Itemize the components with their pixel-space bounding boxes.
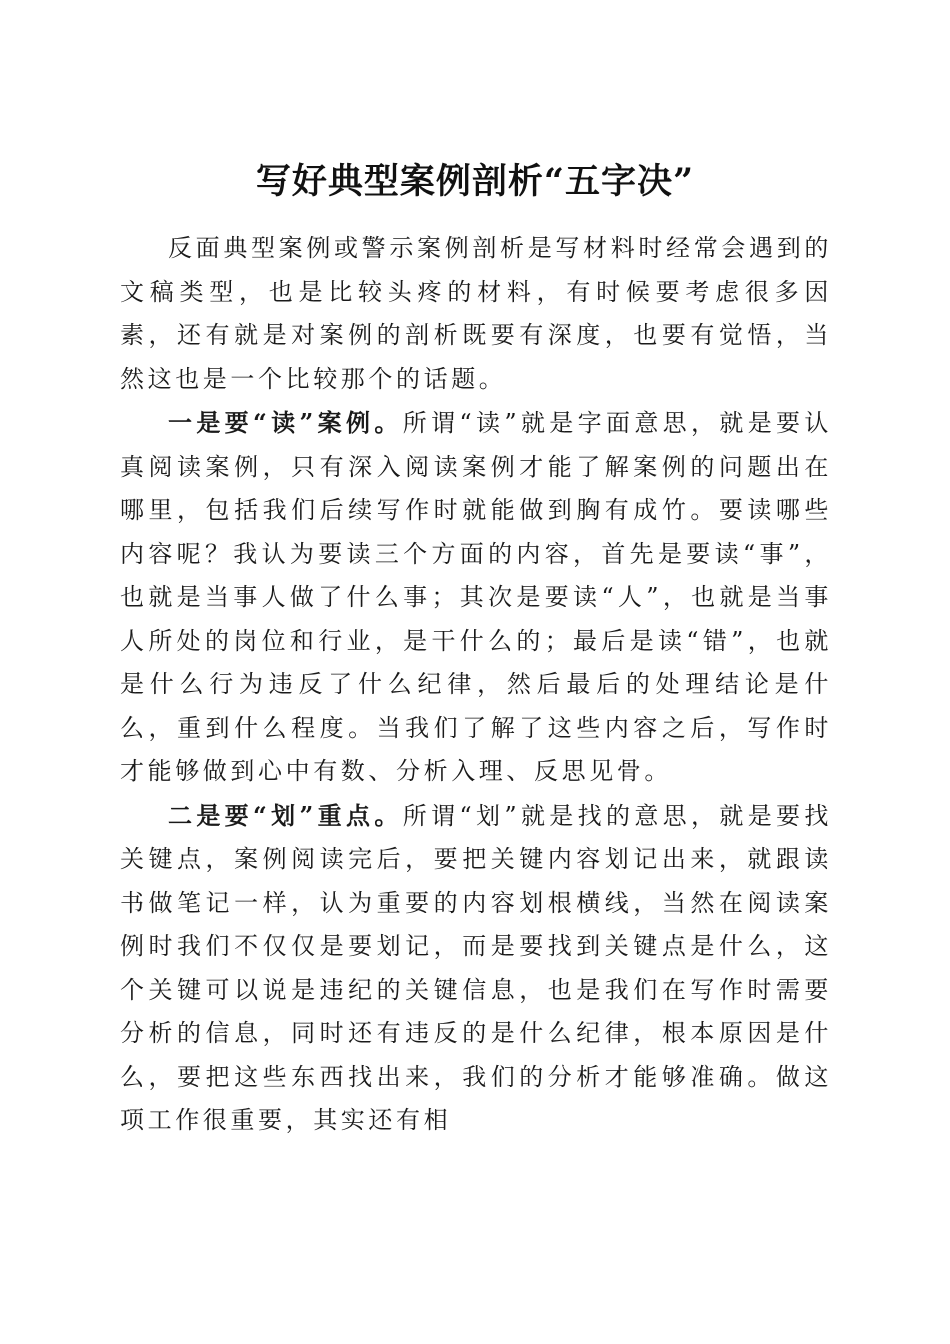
document-title: 写好典型案例剖析“五字决” bbox=[255, 161, 695, 203]
section-1-text: 所谓“读”就是字面意思，就是要认真阅读案例，只有深入阅读案例才能了解案例的问题出在哪里，包括我们后续写作时就能做到胸有成竹。要读哪些内容呢？我认为要读三个方面的内容，首先是要读“事”，也就是当事人做了什么事；其次是要读“人”，也就是当事人所处的岗位和行业，是干什么的；最后是读“错”，也就是什么行为违反了什么纪律，然后最后的处理结论是什么，重到什么程度。当我们了解了这些内容之后，写作时才能够做到心中有数、分析入理、反思见骨。 bbox=[120, 409, 832, 785]
section-1-paragraph bbox=[120, 401, 832, 794]
section-2-paragraph bbox=[120, 794, 832, 1143]
document-body bbox=[120, 227, 832, 1143]
section-2-text: 所谓“划”就是找的意思，就是要找关键点，案例阅读完后，要把关键内容划记出来，就跟读书做笔记一样，认为重要的内容划根横线，当然在阅读案例时我们不仅仅是要划记，而是要找到关键点是什么，这个关键可以说是违纪的关键信息，也是我们在写作时需要分析的信息，同时还有违反的是什么纪律，根本原因是什么，要把这些东西找出来，我们的分析才能够准确。做这项工作很重要，其实还有相 bbox=[120, 801, 832, 1134]
section-2-heading: 二是要“划”重点。 bbox=[168, 800, 403, 830]
intro-paragraph: 反面典型案例或警示案例剖析是写材料时经常会遇到的文稿类型，也是比较头疼的材料，有时候要考虑很多因素，还有就是对案例的剖析既要有深度，也要有觉悟，当然这也是一个比较那个的话题。 bbox=[120, 234, 832, 393]
section-1-heading: 一是要“读”案例。 bbox=[168, 408, 403, 437]
